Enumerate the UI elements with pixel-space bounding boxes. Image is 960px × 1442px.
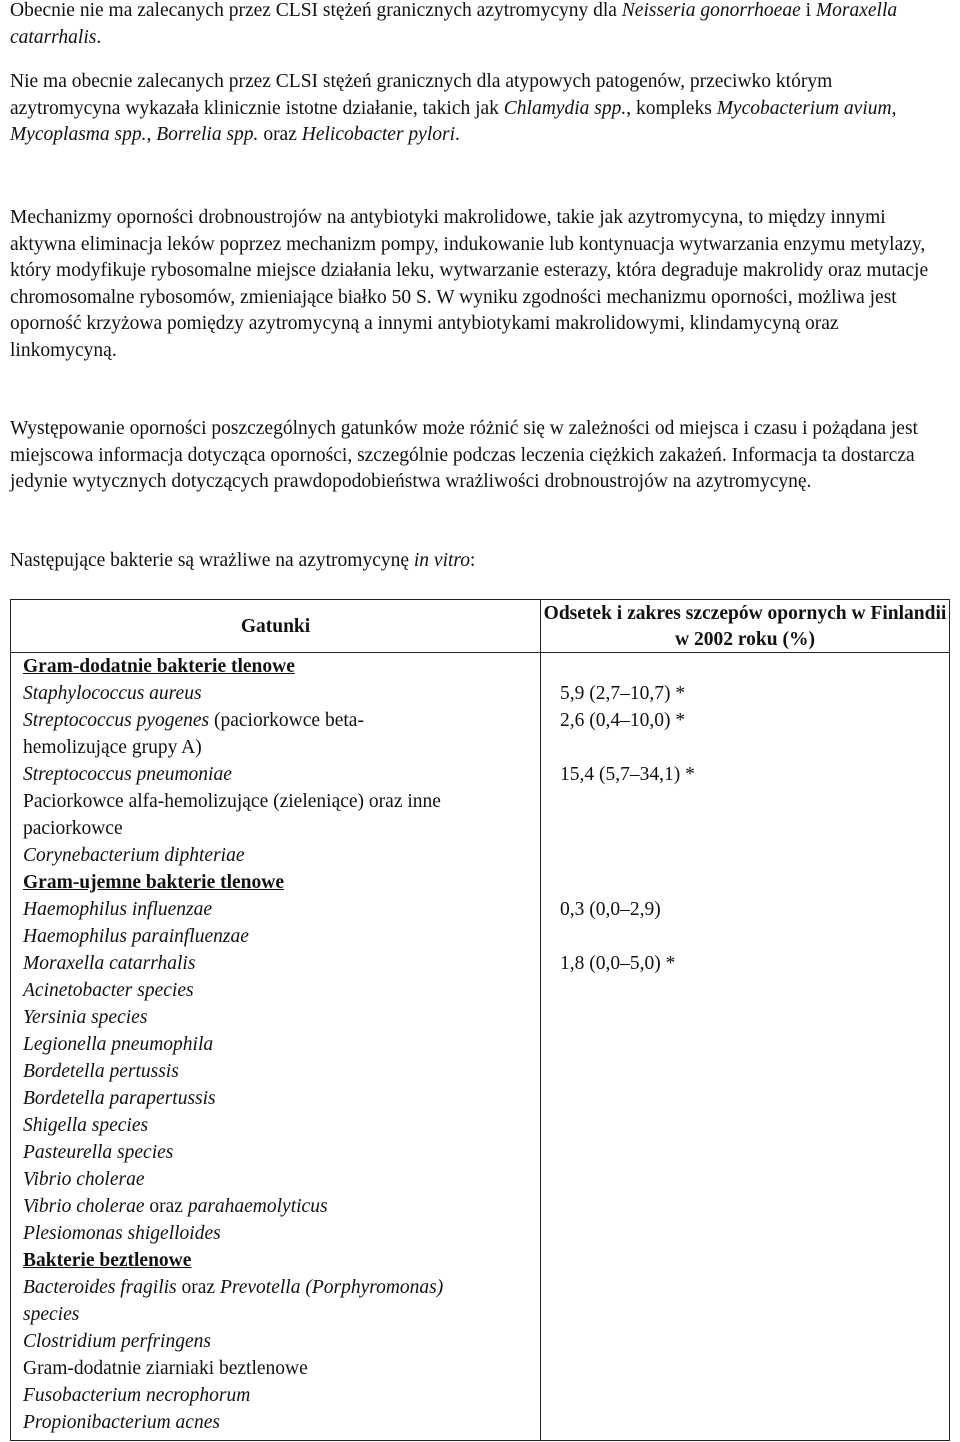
resistance-value: 2,6 (0,4–10,0) * — [560, 710, 686, 731]
paragraph-atypical-pathogens — [10, 69, 940, 149]
species-name: Vibrio cholerae — [23, 1169, 145, 1190]
paragraph-resistance-mechanisms: Mechanizmy oporności drobnoustrojów na antybiotyki makrolidowe, takie jak azytromycyna, to między innymi aktywna eliminacja leków poprzez mechanizm pompy, indukowanie lub kontynuacja wytwarzania enzymu metylazy, który modyfikuje rybosomalne miejsce działania leku, wytwarzanie esterazy, która degraduje makrolidy oraz mutacje chromosomalne rybosomów, zmieniające białko 50 S. W wyniku zgodności mechanizmu oporności, możliwa jest oporność krzyżowa pomiędzy azytromycyną a innymi antybiotykami makrolidowymi, klindamycyną oraz linkomycyną. — [10, 207, 929, 361]
table-row — [23, 1086, 533, 1113]
table-row — [23, 1113, 533, 1140]
species-name: Staphylococcus aureus — [23, 683, 202, 704]
species-name: Bordetella parapertussis — [23, 1088, 216, 1109]
in-vitro-term: in vitro — [413, 550, 471, 571]
species-name: Fusobacterium necrophorum — [23, 1385, 251, 1406]
species-name: Moraxella catarrhalis — [10, 0, 898, 48]
text-run: Obecnie nie ma zalecanych przez CLSI stężeń granicznych azytromycyny dla — [10, 0, 622, 21]
paragraph-clsi-neisseria — [10, 0, 940, 51]
table-row — [23, 708, 533, 735]
header-species: Gatunki — [240, 616, 311, 637]
table-row — [23, 1167, 533, 1194]
table-row — [23, 1032, 533, 1059]
paragraph-resistance-prevalence: Występowanie oporności poszczególnych gatunków może różnić się w zależności od miejsca i czasu i pożądana jest miejscowa informacja dotycząca oporności, szczególnie podczas leczenia ciężkich zakażeń. Informacja ta dostarcza jedynie wytycznych dotyczących prawdopodobieństwa wrażliwości drobnoustrojów na azytromycynę. — [10, 418, 918, 492]
species-name: Acinetobacter species — [23, 980, 194, 1001]
table-row — [23, 843, 533, 870]
resistance-value: 15,4 (5,7–34,1) * — [560, 764, 695, 785]
resistance-value: 5,9 (2,7–10,7) * — [560, 683, 686, 704]
species-name: Corynebacterium diphteriae — [23, 845, 245, 866]
species-name: Mycobacterium avium — [716, 97, 892, 119]
species-name: Moraxella catarrhalis — [23, 953, 196, 974]
text-run: . — [455, 124, 460, 145]
table-row-continuation: paciorkowce — [23, 818, 123, 839]
text-run: Nie ma obecnie zalecanych przez CLSI stężeń granicznych dla atypowych patogenów, przeciwko którym azytromycyna wykazała klinicznie istotne działanie, takich jak — [10, 71, 833, 119]
table-row — [23, 1383, 533, 1410]
header-resistance: Odsetek i zakres szczepów opornych w Finlandii w 2002 roku (%) — [543, 603, 947, 650]
species-name: Streptococcus pyogenes — [23, 710, 210, 731]
column-divider — [540, 600, 541, 1440]
table-row — [23, 1221, 533, 1248]
table-row — [23, 1005, 533, 1032]
text-run: oraz — [144, 1196, 188, 1217]
species-name: Bacteroides fragilis — [23, 1277, 177, 1298]
species-name: Haemophilus influenzae — [23, 899, 213, 920]
text-run: , kompleks — [626, 97, 717, 119]
species-name: Propionibacterium acnes — [23, 1412, 220, 1433]
paragraph-susceptible-intro — [10, 548, 940, 575]
susceptibility-table — [10, 599, 950, 1441]
text-run: i — [800, 0, 816, 21]
table-row: Paciorkowce alfa-hemolizujące (zieleniące) oraz inne — [23, 791, 441, 812]
table-row-continuation: hemolizujące grupy A) — [23, 737, 202, 758]
table-row — [23, 924, 533, 951]
text-run: oraz — [258, 124, 302, 145]
table-row — [23, 1329, 533, 1356]
text-run: , — [891, 97, 897, 119]
species-name: Yersinia species — [23, 1007, 148, 1028]
species-name: Plesiomonas shigelloides — [23, 1223, 221, 1244]
table-row — [23, 1140, 533, 1167]
species-name: parahaemolyticus — [187, 1196, 328, 1217]
species-name: Shigella species — [23, 1115, 149, 1136]
table-row — [23, 762, 533, 789]
table-row — [23, 951, 533, 978]
text-run: oraz — [176, 1277, 220, 1298]
section-anaerobic: Bakterie beztlenowe — [23, 1250, 192, 1271]
species-name: Streptococcus pneumoniae — [23, 764, 232, 785]
section-gram-positive-aerobic: Gram-dodatnie bakterie tlenowe — [23, 656, 295, 677]
species-name: Clostridium perfringens — [23, 1331, 211, 1352]
species-name: Borrelia spp. — [156, 124, 259, 145]
table-row — [23, 1410, 533, 1437]
species-name: species — [23, 1304, 80, 1325]
species-name: Helicobacter pylori — [301, 124, 455, 145]
table-row — [23, 681, 533, 708]
species-name: Legionella pneumophila — [23, 1034, 214, 1055]
resistance-value: 0,3 (0,0–2,9) — [560, 899, 661, 920]
text-run: (paciorkowce beta- — [209, 710, 364, 731]
species-name: Pasteurella species — [23, 1142, 174, 1163]
section-gram-negative-aerobic: Gram-ujemne bakterie tlenowe — [23, 872, 285, 893]
species-name: Bordetella pertussis — [23, 1061, 179, 1082]
table-row — [23, 1059, 533, 1086]
table-row-continuation — [23, 1302, 533, 1329]
species-name: Haemophilus parainfluenzae — [23, 926, 249, 947]
resistance-value: 1,8 (0,0–5,0) * — [560, 953, 676, 974]
species-name: Mycoplasma spp. — [10, 124, 147, 145]
species-name: Prevotella (Porphyromonas) — [219, 1277, 444, 1298]
text-run: . — [96, 26, 102, 48]
text-run: Następujące bakterie są wrażliwe na azytromycynę — [10, 550, 414, 571]
species-name: Vibrio cholerae — [23, 1196, 145, 1217]
table-row: Gram-dodatnie ziarniaki beztlenowe — [23, 1358, 308, 1379]
species-name: Neisseria gonorrhoeae — [621, 0, 801, 21]
species-name: Chlamydia spp. — [503, 97, 627, 119]
table-row — [23, 1194, 533, 1221]
text-run: : — [470, 550, 476, 571]
table-row — [23, 978, 533, 1005]
table-row — [23, 1275, 533, 1302]
text-run: , — [146, 124, 157, 145]
table-row — [23, 897, 533, 924]
